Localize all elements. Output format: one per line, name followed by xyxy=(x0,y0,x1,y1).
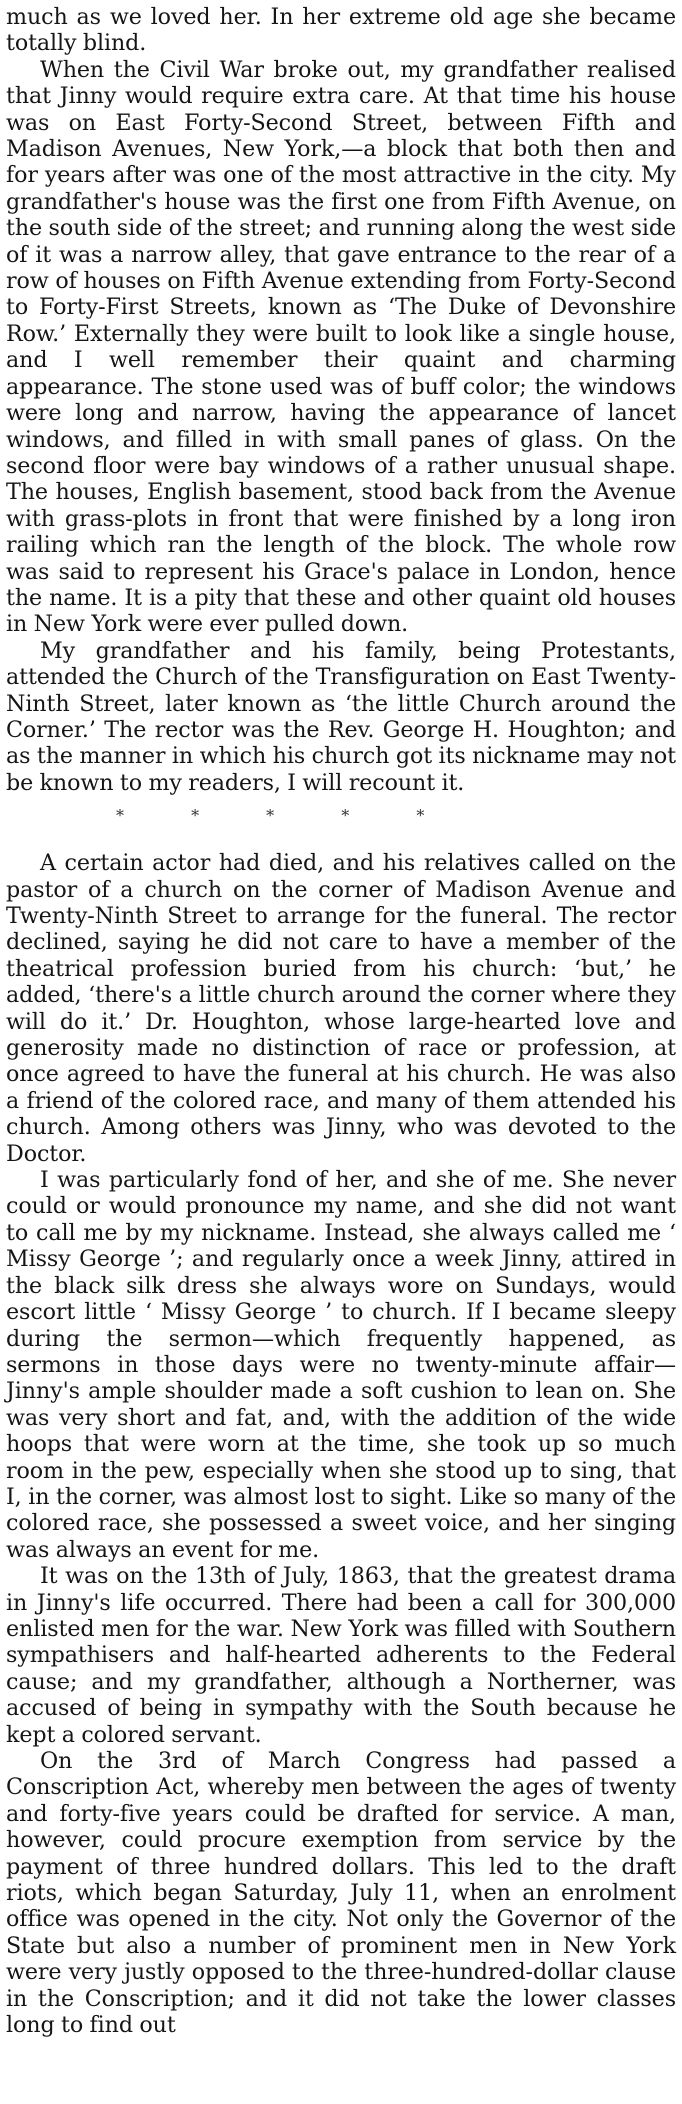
paragraph: I was particularly fond of her, and she of me. She never could or would pronounce my name, and she did not want to call me by my nickname. Instead, she always called me ‘ Missy George ’; and regularly once a week Jinny, attired in the black silk dress she always wore on Sundays, would escort little ‘ Missy George ’ to church. If I became sleepy during the sermon—which frequently happened, as sermons in those days were no twenty-minute affair—Jinny's ample shoulder made a soft cushion to lean on. She was very short and fat, and, with the addition of the wide hoops that were worn at the time, she took up so much room in the pew, especially when she stood up to sing, that I, in the corner, was almost lost to sight. Like so many of the colored race, she possessed a sweet voice, and her singing was always an event for me. xyxy=(6,1167,676,1563)
paragraph: It was on the 13th of July, 1863, that the greatest drama in Jinny's life occurred. There had been a call for 300,000 enlisted men for the war. New York was filled with Southern sympathisers and half-hearted adherents to the Federal cause; and my grandfather, although a Northerner, was accused of being in sympathy with the South because he kept a colored servant. xyxy=(6,1563,676,1748)
paragraph: much as we loved her. In her extreme old age she became totally blind. xyxy=(6,4,676,57)
paragraph: On the 3rd of March Congress had passed a Conscription Act, whereby men between the ages of twenty and forty-five years could be drafted for service. A man, however, could procure exemption from service by the payment of three hundred dollars. This led to the draft riots, which began Saturday, July 11, when an enrolment office was opened in the city. Not only the Governor of the State but also a number of prominent men in New York were very justly opposed to the three-hundred-dollar clause in the Conscription; and it did not take the lower classes long to find out xyxy=(6,1748,676,2039)
section-break-asterisks: * * * * * xyxy=(116,806,425,826)
paragraph: A certain actor had died, and his relatives called on the pastor of a church on the corner of Madison Avenue and Twenty-Ninth Street to arrange for the funeral. The rector declined, saying he did not care to have a member of the theatrical profession buried from his church: ‘but,’ he added, ‘there's a little church around the corner where they will do it.’ Dr. Houghton, whose large-hearted love and generosity made no distinction of race or profession, at once agreed to have the funeral at his church. He was also a friend of the colored race, and many of them attended his church. Among others was Jinny, who was devoted to the Doctor. xyxy=(6,850,676,1167)
paragraph: My grandfather and his family, being Protestants, attended the Church of the Transfiguration on East Twenty-Ninth Street, later known as ‘the little Church around the Corner.’ The rector was the Rev. George H. Houghton; and as the manner in which his church got its nickname may not be known to my readers, I will recount it. xyxy=(6,637,676,796)
paragraph: When the Civil War broke out, my grandfather realised that Jinny would require extra care. At that time his house was on East Forty-Second Street, between Fifth and Madison Avenues, New York,—a block that both then and for years after was one of the most attractive in the city. My grandfather's house was the first one from Fifth Avenue, on the south side of the street; and running along the west side of it was a narrow alley, that gave entrance to the rear of a row of houses on Fifth Avenue extending from Forty-Second to Forty-First Streets, known as ‘The Duke of Devonshire Row.’ Externally they were built to look like a single house, and I well remember their quaint and charming appearance. The stone used was of buff color; the windows were long and narrow, having the appearance of lancet windows, and filled in with small panes of glass. On the second floor were bay windows of a rather unusual shape. The houses, English basement, stood back from the Avenue with grass-plots in front that were finished by a long iron railing which ran the length of the block. The whole row was said to represent his Grace's palace in London, hence the name. It is a pity that these and other quaint old houses in New York were ever pulled down. xyxy=(6,56,676,638)
